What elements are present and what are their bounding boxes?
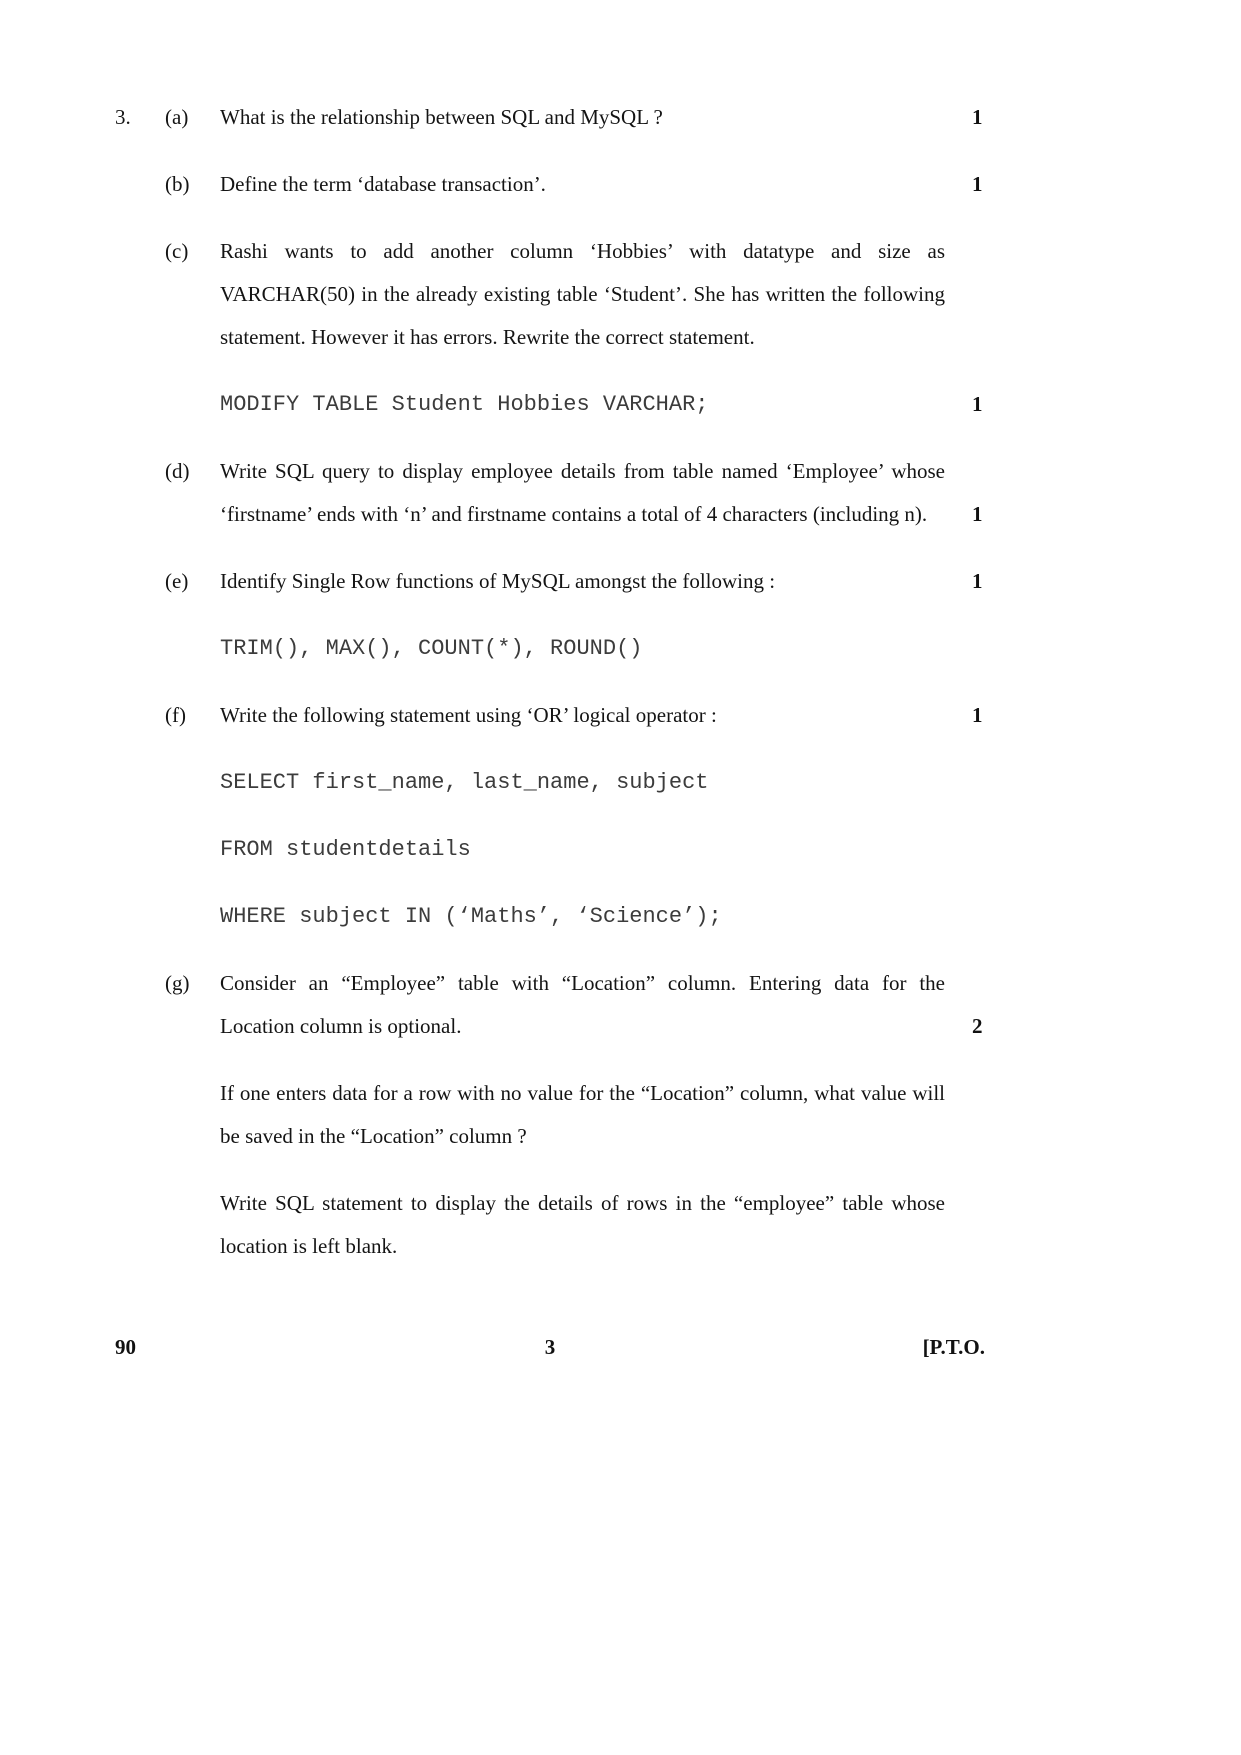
part-label: (a) bbox=[165, 105, 189, 129]
part-label: (g) bbox=[165, 971, 190, 995]
paragraph: Rashi wants to add another column ‘Hobbies’ with datatype and size as VARCHAR(50) in the already existing table ‘Student’. She has written the following statement. However it has errors. Rewrite the correct statement. bbox=[220, 239, 945, 349]
question-part bbox=[115, 962, 1241, 1292]
question-part bbox=[115, 163, 1241, 230]
question-part bbox=[115, 450, 1241, 560]
text-block bbox=[220, 962, 990, 1048]
marks-value: 1 bbox=[972, 703, 983, 727]
question-number: 3. bbox=[115, 105, 131, 129]
part-label: (f) bbox=[165, 703, 186, 727]
question-part bbox=[115, 560, 1241, 694]
marks-value: 2 bbox=[972, 1014, 983, 1038]
code-line: WHERE subject IN (‘Maths’, ‘Science’); bbox=[220, 904, 722, 929]
paragraph: Identify Single Row functions of MySQL amongst the following : bbox=[220, 569, 776, 593]
question-parts bbox=[115, 96, 1241, 1292]
footer-code: 90 bbox=[115, 1335, 136, 1359]
text-block bbox=[220, 560, 990, 603]
part-label: (c) bbox=[165, 239, 189, 263]
text-block bbox=[220, 694, 990, 737]
text-block bbox=[220, 1072, 990, 1158]
code-line: SELECT first_name, last_name, subject bbox=[220, 770, 709, 795]
text-block bbox=[220, 163, 990, 206]
part-label: (e) bbox=[165, 569, 189, 593]
part-body bbox=[220, 962, 990, 1292]
paragraph: Write SQL statement to display the details of rows in the “employee” table whose location is left blank. bbox=[220, 1191, 945, 1258]
marks-value: 1 bbox=[972, 569, 983, 593]
page-footer bbox=[115, 1326, 985, 1369]
code-block bbox=[220, 627, 990, 670]
paragraph: Consider an “Employee” table with “Location” column. Entering data for the Location column is optional. bbox=[220, 971, 945, 1038]
question-part bbox=[115, 230, 1241, 450]
code-line: TRIM(), MAX(), COUNT(*), ROUND() bbox=[220, 636, 643, 661]
paragraph: Write SQL query to display employee details from table named ‘Employee’ whose ‘firstname’ ends with ‘n’ and firstname contains a total of 4 characters (including n). bbox=[220, 459, 945, 526]
text-block bbox=[220, 1182, 990, 1268]
paragraph: Define the term ‘database transaction’. bbox=[220, 172, 546, 196]
code-block bbox=[220, 761, 990, 804]
code-line: MODIFY TABLE Student Hobbies VARCHAR; bbox=[220, 392, 709, 417]
question-part bbox=[115, 694, 1241, 962]
text-block bbox=[220, 450, 990, 536]
part-body bbox=[220, 96, 990, 163]
footer-pto: [P.T.O. bbox=[922, 1335, 985, 1359]
part-label: (b) bbox=[165, 172, 190, 196]
part-label: (d) bbox=[165, 459, 190, 483]
code-block bbox=[220, 383, 990, 426]
text-block bbox=[220, 96, 990, 139]
part-body bbox=[220, 163, 990, 230]
question-part bbox=[115, 96, 1241, 163]
marks-value: 1 bbox=[972, 502, 983, 526]
text-block bbox=[220, 230, 990, 359]
code-block bbox=[220, 895, 990, 938]
footer-page-number: 3 bbox=[544, 1335, 556, 1359]
paragraph: Write the following statement using ‘OR’ logical operator : bbox=[220, 703, 717, 727]
part-body bbox=[220, 230, 990, 450]
paragraph: If one enters data for a row with no value for the “Location” column, what value will be saved in the “Location” column ? bbox=[220, 1081, 945, 1148]
part-body bbox=[220, 560, 990, 694]
marks-value: 1 bbox=[972, 392, 983, 416]
marks-value: 1 bbox=[972, 105, 983, 129]
marks-value: 1 bbox=[972, 172, 983, 196]
part-body bbox=[220, 450, 990, 560]
part-body bbox=[220, 694, 990, 962]
code-block bbox=[220, 828, 990, 871]
code-line: FROM studentdetails bbox=[220, 837, 471, 862]
paragraph: What is the relationship between SQL and MySQL ? bbox=[220, 105, 663, 129]
